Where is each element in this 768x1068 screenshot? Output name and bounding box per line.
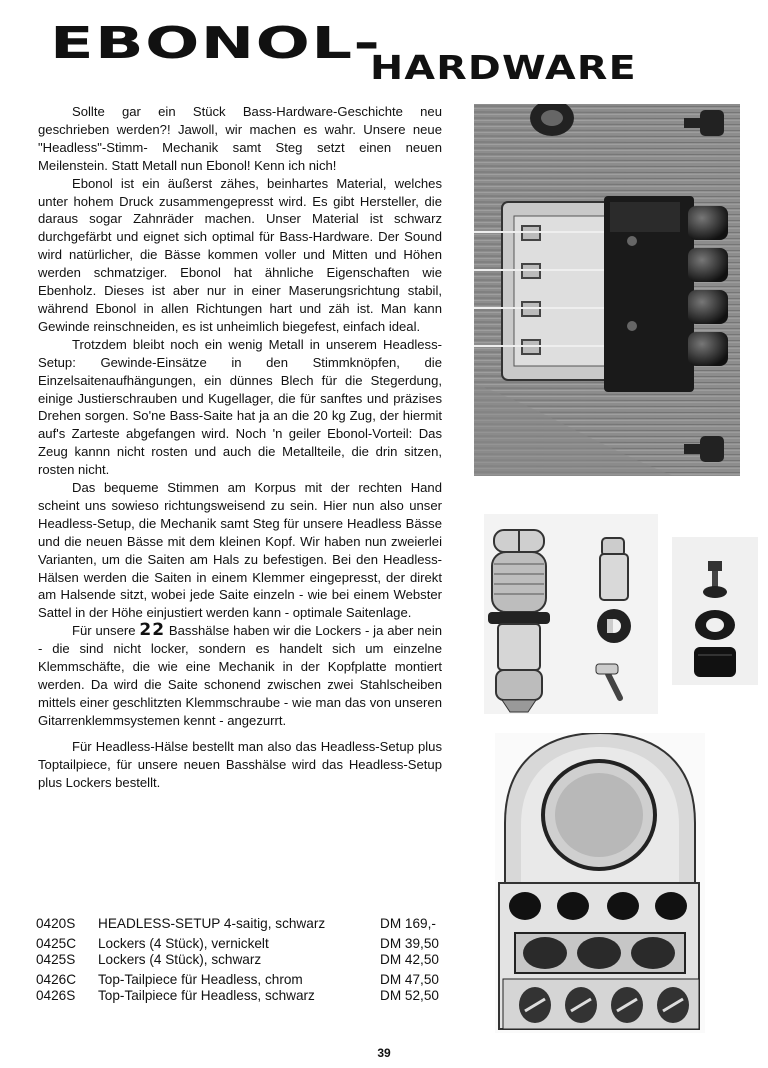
parts-photo: [672, 537, 758, 685]
article-body: [38, 103, 442, 791]
price-value: DM 39,50: [380, 936, 439, 951]
bridge-photo: [474, 104, 740, 476]
price-row: [36, 952, 454, 968]
price-code: 0425S: [36, 952, 76, 967]
price-description: Top-Tailpiece für Headless, schwarz: [98, 988, 315, 1003]
page-number: 39: [377, 1046, 391, 1060]
price-row: [36, 916, 454, 932]
price-row: [36, 968, 454, 988]
paragraph-ebonol: Ebonol ist ein äußerst zähes, beinhartes Material, welches unter hohem Druck zusammengepresst wird. Es gibt Hersteller, die daraus sogar Zahnräder machen. Unser Material ist schwarz durchgefärbt und eignet sich optimal für Bass-Hardware. Der Sound wird natürlicher, die Bässe kommen voller und Mitten und Höhen werden schmatziger. Ebonol hat ähnliche Eigenschaften wie Ebenholz. Dieses ist aber nur in einer Maserungsrichtung stabil, während Ebonol in allen Richtungen hart und zäh ist. Man kann Gewinde reinschneiden, es ist unheimlich biegefest, einfach ideal.: [38, 175, 442, 334]
price-value: DM 52,50: [380, 988, 439, 1003]
price-code: 0426S: [36, 988, 76, 1003]
price-description: Lockers (4 Stück), vernickelt: [98, 936, 269, 951]
price-list: [36, 916, 454, 1004]
paragraph-lockers-before: Für unsere: [72, 623, 140, 639]
paragraph-lockers: [38, 622, 442, 729]
price-code: 0426C: [36, 972, 77, 987]
price-description: HEADLESS-SETUP 4-saitig, schwarz: [98, 916, 326, 931]
price-row: [36, 932, 454, 952]
price-description: Lockers (4 Stück), schwarz: [98, 952, 262, 967]
paragraph-ordering: Für Headless-Hälse bestellt man also das Headless-Setup plus Toptailpiece, für unsere neuen Basshälse wird das Headless-Setup plus Lockers bestellt.: [38, 738, 442, 790]
lockers-photo: [484, 514, 658, 714]
paragraph-intro: Sollte gar ein Stück Bass-Hardware-Geschichte neu geschrieben werden?! Jawoll, wir machen es wahr. Unsere neue "Headless"-Stimm- Mechanik samt Steg setzt einen neuen Meilenstein. Statt Metall nun Ebonol! Kenn ich nich!: [38, 104, 442, 173]
price-description: Top-Tailpiece für Headless, chrom: [98, 972, 303, 987]
price-code: 0425C: [36, 936, 77, 951]
price-value: DM 169,-: [380, 916, 436, 931]
price-code: 0420S: [36, 916, 76, 931]
tailpiece-photo: [495, 733, 705, 1033]
price-row: [36, 988, 454, 1004]
paragraph-lockers-after: Basshälse haben wir die Lockers - ja aber nein - die sind nicht locker, sondern es handelt sich um einzelne Klemmschäfte, die wie eine Mechanik in der Kopfplatte montiert werden. Da wird die Saite schonend zwischen zwei Stahlscheiben mittels einer geschlitzten Klemmschraube - wie man das von unseren Gitarrenklemmsystemen kennt - angezurrt.: [38, 623, 443, 728]
price-value: DM 42,50: [380, 952, 439, 967]
price-value: DM 47,50: [380, 972, 439, 987]
paragraph-metal: Trotzdem bleibt noch ein wenig Metall in unserem Headless-Setup: Gewinde-Einsätze in den Stimmknöpfen, die Einzelsaitenaufhängungen, ein dünnes Blech für die Stegerdung, einige Justierschrauben und Kugellager, die für sanftes und präzises Drehen sorgen. So'ne Bass-Saite hat ja an die 20 kg Zug, der hiermit auf's Zarteste abgefangen wird. Noch 'n geiler Ebonol-Vorteil: Das Zeug kannn nicht rosten und auch die Metallteile, die drin sitzen, rosten nicht.: [38, 336, 442, 478]
title-line-2: HARDWARE: [370, 48, 637, 87]
paragraph-tuning: Das bequeme Stimmen am Korpus mit der rechten Hand scheint uns sowieso richtungsweisend zu sein. Hier nun also unser Headless-Setup, die Mechanik samt Steg für unsere Headless Bässe und die neuen Bässe mit dem kleinen Kopf. Wir haben nun zweierlei Varianten, um die Saiten am Hals zu befestigen. Bei den Headless-Hälsen werden die Saiten in einem Klemmer eingepresst, der direkt am Halsende sitzt, wobei jede Saite einzeln - wie bei einem Webster Sattel in der Höhe einjustiert werden kann - optimale Saitenlage.: [38, 480, 442, 621]
logo-22: 22: [139, 620, 166, 641]
title-line-1: EBONOL-: [50, 18, 382, 69]
